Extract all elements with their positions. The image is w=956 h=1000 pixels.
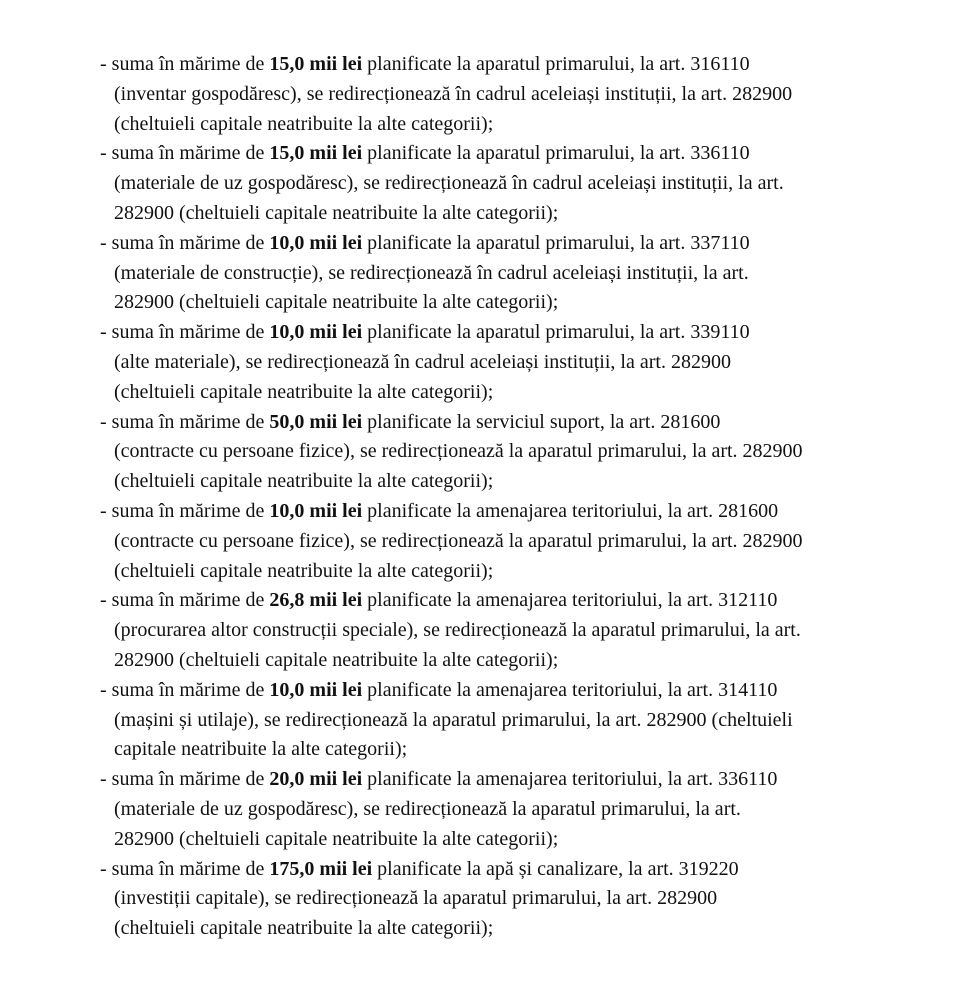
item-amount: 15,0 mii lei: [269, 142, 363, 165]
item-line3: 282900 (cheltuieli capitale neatribuite la alte categorii);: [114, 201, 559, 224]
list-item: [100, 408, 900, 497]
item-prefix: - suma în mărime de: [100, 321, 270, 344]
list-item: [100, 676, 900, 765]
document-page: [100, 50, 900, 944]
item-prefix: - suma în mărime de: [100, 231, 270, 254]
list-item: [100, 765, 900, 854]
item-amount: 175,0 mii lei: [269, 857, 373, 880]
item-line1-rest: planificate la amenajarea teritoriului, la art. 314110: [362, 678, 778, 701]
item-prefix: - suma în mărime de: [100, 142, 270, 165]
item-line1-rest: planificate la serviciul suport, la art. 281600: [362, 410, 721, 433]
item-line3: (cheltuieli capitale neatribuite la alte categorii);: [114, 559, 494, 582]
item-line1-rest: planificate la aparatul primarului, la art. 337110: [362, 231, 750, 254]
item-line1-rest: planificate la amenajarea teritoriului, la art. 336110: [362, 768, 778, 791]
item-amount: 10,0 mii lei: [269, 678, 363, 701]
item-prefix: - suma în mărime de: [100, 53, 270, 75]
item-amount: 15,0 mii lei: [269, 53, 363, 75]
item-line2: (procurarea altor construcții speciale), se redirecționează la aparatul primarului, la art.: [114, 619, 801, 642]
list-item: [100, 139, 900, 228]
item-line2: (contracte cu persoane fizice), se redirecționează la aparatul primarului, la art. 282900: [114, 440, 803, 463]
item-prefix: - suma în mărime de: [100, 857, 270, 880]
item-line3: (cheltuieli capitale neatribuite la alte categorii);: [114, 112, 494, 135]
item-prefix: - suma în mărime de: [100, 410, 270, 433]
item-line3: 282900 (cheltuieli capitale neatribuite la alte categorii);: [114, 291, 559, 314]
item-amount: 10,0 mii lei: [269, 499, 363, 522]
item-line2: (mașini și utilaje), se redirecționează la aparatul primarului, la art. 282900 (cheltuieli: [114, 708, 793, 731]
list-item: [100, 497, 900, 586]
item-prefix: - suma în mărime de: [100, 499, 270, 522]
item-line3: capitale neatribuite la alte categorii);: [114, 738, 408, 761]
item-line2: (materiale de uz gospodăresc), se redirecționează în cadrul aceleiași instituții, la art.: [114, 172, 784, 195]
item-line1-rest: planificate la aparatul primarului, la art. 336110: [362, 142, 750, 165]
item-line3: (cheltuieli capitale neatribuite la alte categorii);: [114, 470, 494, 493]
item-amount: 26,8 mii lei: [269, 589, 363, 612]
item-amount: 10,0 mii lei: [269, 321, 363, 344]
item-line1-rest: planificate la amenajarea teritoriului, la art. 281600: [362, 499, 779, 522]
item-line2: (investiții capitale), se redirecționează la aparatul primarului, la art. 282900: [114, 887, 718, 910]
item-line3: 282900 (cheltuieli capitale neatribuite la alte categorii);: [114, 648, 559, 671]
item-prefix: - suma în mărime de: [100, 768, 270, 791]
item-line3: (cheltuieli capitale neatribuite la alte categorii);: [114, 380, 494, 403]
item-amount: 20,0 mii lei: [269, 768, 363, 791]
item-line1-rest: planificate la aparatul primarului, la art. 316110: [362, 53, 750, 75]
item-line1-rest: planificate la apă și canalizare, la art. 319220: [372, 857, 739, 880]
item-amount: 10,0 mii lei: [269, 231, 363, 254]
list-item: [100, 229, 900, 318]
list-item: [100, 855, 900, 944]
item-line2: (contracte cu persoane fizice), se redirecționează la aparatul primarului, la art. 282900: [114, 529, 803, 552]
item-line1-rest: planificate la aparatul primarului, la art. 339110: [362, 321, 750, 344]
item-line1-rest: planificate la amenajarea teritoriului, la art. 312110: [362, 589, 778, 612]
item-line3: 282900 (cheltuieli capitale neatribuite la alte categorii);: [114, 827, 559, 850]
list-item: [100, 50, 900, 139]
item-line2: (materiale de construcție), se redirecționează în cadrul aceleiași instituții, la art.: [114, 261, 749, 284]
item-prefix: - suma în mărime de: [100, 678, 270, 701]
item-prefix: - suma în mărime de: [100, 589, 270, 612]
item-line2: (inventar gospodăresc), se redirecționează în cadrul aceleiași instituții, la art. 282900: [114, 82, 793, 105]
item-line2: (materiale de uz gospodăresc), se redirecționează la aparatul primarului, la art.: [114, 797, 741, 820]
item-line3: (cheltuieli capitale neatribuite la alte categorii);: [114, 917, 494, 940]
item-amount: 50,0 mii lei: [269, 410, 363, 433]
list-item: [100, 318, 900, 407]
list-item: [100, 586, 900, 675]
item-line2: (alte materiale), se redirecționează în cadrul aceleiași instituții, la art. 282900: [114, 350, 731, 373]
